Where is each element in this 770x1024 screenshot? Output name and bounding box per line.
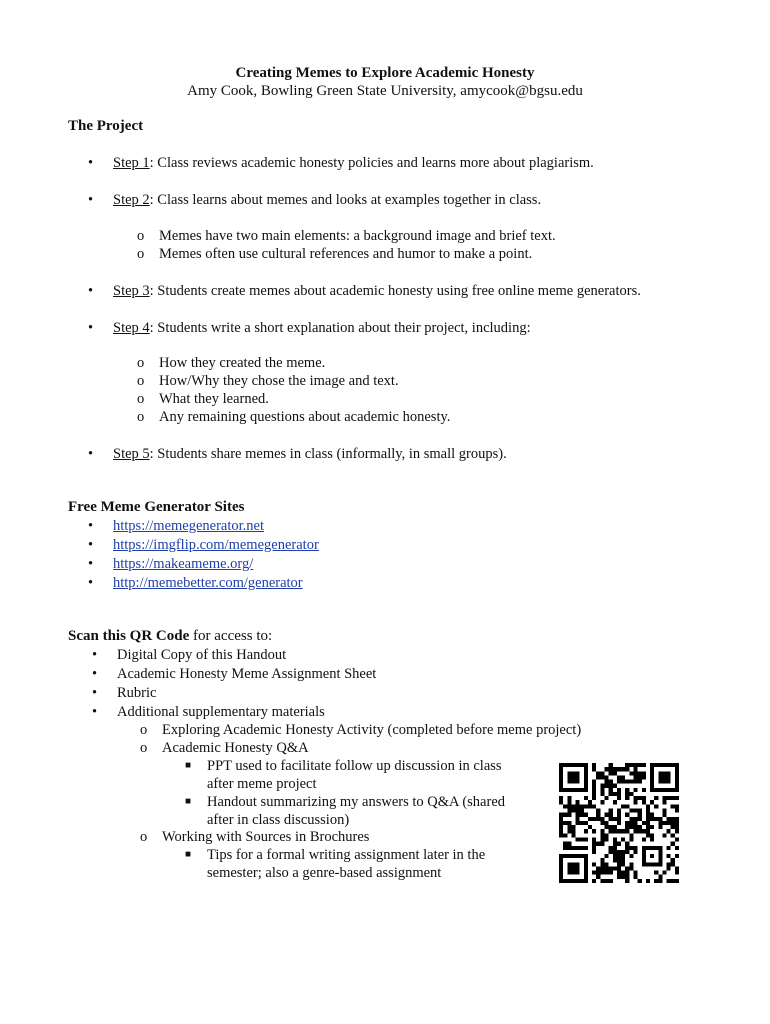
step-4-text: : Students write a short explanation about their project, including: [149,320,531,336]
bullet-icon: • [88,518,94,534]
bullet-icon: • [88,537,94,553]
step-4-label: Step 4 [113,320,150,336]
step-2-sub-item: Memes often use cultural references and humor to make a point. [159,246,533,262]
circle-bullet-icon: o [140,722,148,738]
step-4-sub-item: How/Why they chose the image and text. [159,373,399,389]
bullet-icon: • [88,320,94,336]
circle-bullet-icon: o [137,391,145,407]
step-4-sub-item: How they created the meme. [159,355,326,371]
step-2-sub-item: Memes have two main elements: a background image and brief text. [159,228,556,244]
qa-detail: after meme project [207,776,317,792]
bullet-icon: • [92,647,98,663]
generator-link-memegenerator[interactable]: https://memegenerator.net [113,518,264,534]
qr-sub-item: Working with Sources in Brochures [162,829,370,845]
square-bullet-icon: ■ [185,849,192,860]
qr-item: Rubric [117,685,157,701]
qr-code-icon[interactable] [559,763,679,883]
step-4-sub-item: What they learned. [159,391,269,407]
step-3 [113,283,641,300]
step-5-label: Step 5 [113,446,150,462]
generator-link-memebetter[interactable]: http://memebetter.com/generator [113,575,303,591]
step-4-sub-item: Any remaining questions about academic honesty. [159,409,451,425]
bullet-icon: • [92,685,98,701]
circle-bullet-icon: o [137,246,145,262]
circle-bullet-icon: o [137,228,145,244]
circle-bullet-icon: o [140,829,148,845]
circle-bullet-icon: o [137,409,145,425]
square-bullet-icon: ■ [185,760,192,771]
qr-heading-rest: for access to: [189,628,273,644]
step-3-text: : Students create memes about academic honesty using free online meme generators. [149,283,641,299]
qr-item: Additional supplementary materials [117,704,325,720]
document-title: Creating Memes to Explore Academic Honesty [235,65,535,81]
bullet-icon: • [88,446,94,462]
bullet-icon: • [88,283,94,299]
bullet-icon: • [92,666,98,682]
qr-heading [68,628,272,645]
document-subtitle: Amy Cook, Bowling Green State University, amycook@bgsu.edu [187,83,583,99]
square-bullet-icon: ■ [185,796,192,807]
step-2-text: : Class learns about memes and looks at examples together in class. [149,192,542,208]
qr-heading-bold: Scan this QR Code [68,628,190,644]
circle-bullet-icon: o [137,373,145,389]
step-5-text: : Students share memes in class (informally, in small groups). [149,446,507,462]
generator-link-imgflip[interactable]: https://imgflip.com/memegenerator [113,537,319,553]
step-4 [113,320,531,337]
generators-heading: Free Meme Generator Sites [68,499,245,515]
step-2 [113,192,541,209]
bullet-icon: • [88,575,94,591]
qa-detail: PPT used to facilitate follow up discussion in class [207,758,502,774]
circle-bullet-icon: o [140,740,148,756]
step-1-text: : Class reviews academic honesty policies and learns more about plagiarism. [149,155,594,171]
brochure-detail: Tips for a formal writing assignment later in the [207,847,486,863]
qa-detail: after in class discussion) [207,812,350,828]
generator-link-makeameme[interactable]: https://makeameme.org/ [113,556,254,572]
step-3-label: Step 3 [113,283,150,299]
qr-item: Academic Honesty Meme Assignment Sheet [117,666,377,682]
qa-detail: Handout summarizing my answers to Q&A (shared [207,794,506,810]
bullet-icon: • [88,155,94,171]
bullet-icon: • [92,704,98,720]
step-1 [113,155,594,172]
bullet-icon: • [88,556,94,572]
step-5 [113,446,507,463]
qr-sub-item: Exploring Academic Honesty Activity (completed before meme project) [162,722,582,738]
qr-sub-item: Academic Honesty Q&A [162,740,309,756]
qr-item: Digital Copy of this Handout [117,647,287,663]
step-2-label: Step 2 [113,192,150,208]
project-heading: The Project [68,118,144,134]
brochure-detail: semester; also a genre-based assignment [207,865,442,881]
bullet-icon: • [88,192,94,208]
step-1-label: Step 1 [113,155,150,171]
circle-bullet-icon: o [137,355,145,371]
